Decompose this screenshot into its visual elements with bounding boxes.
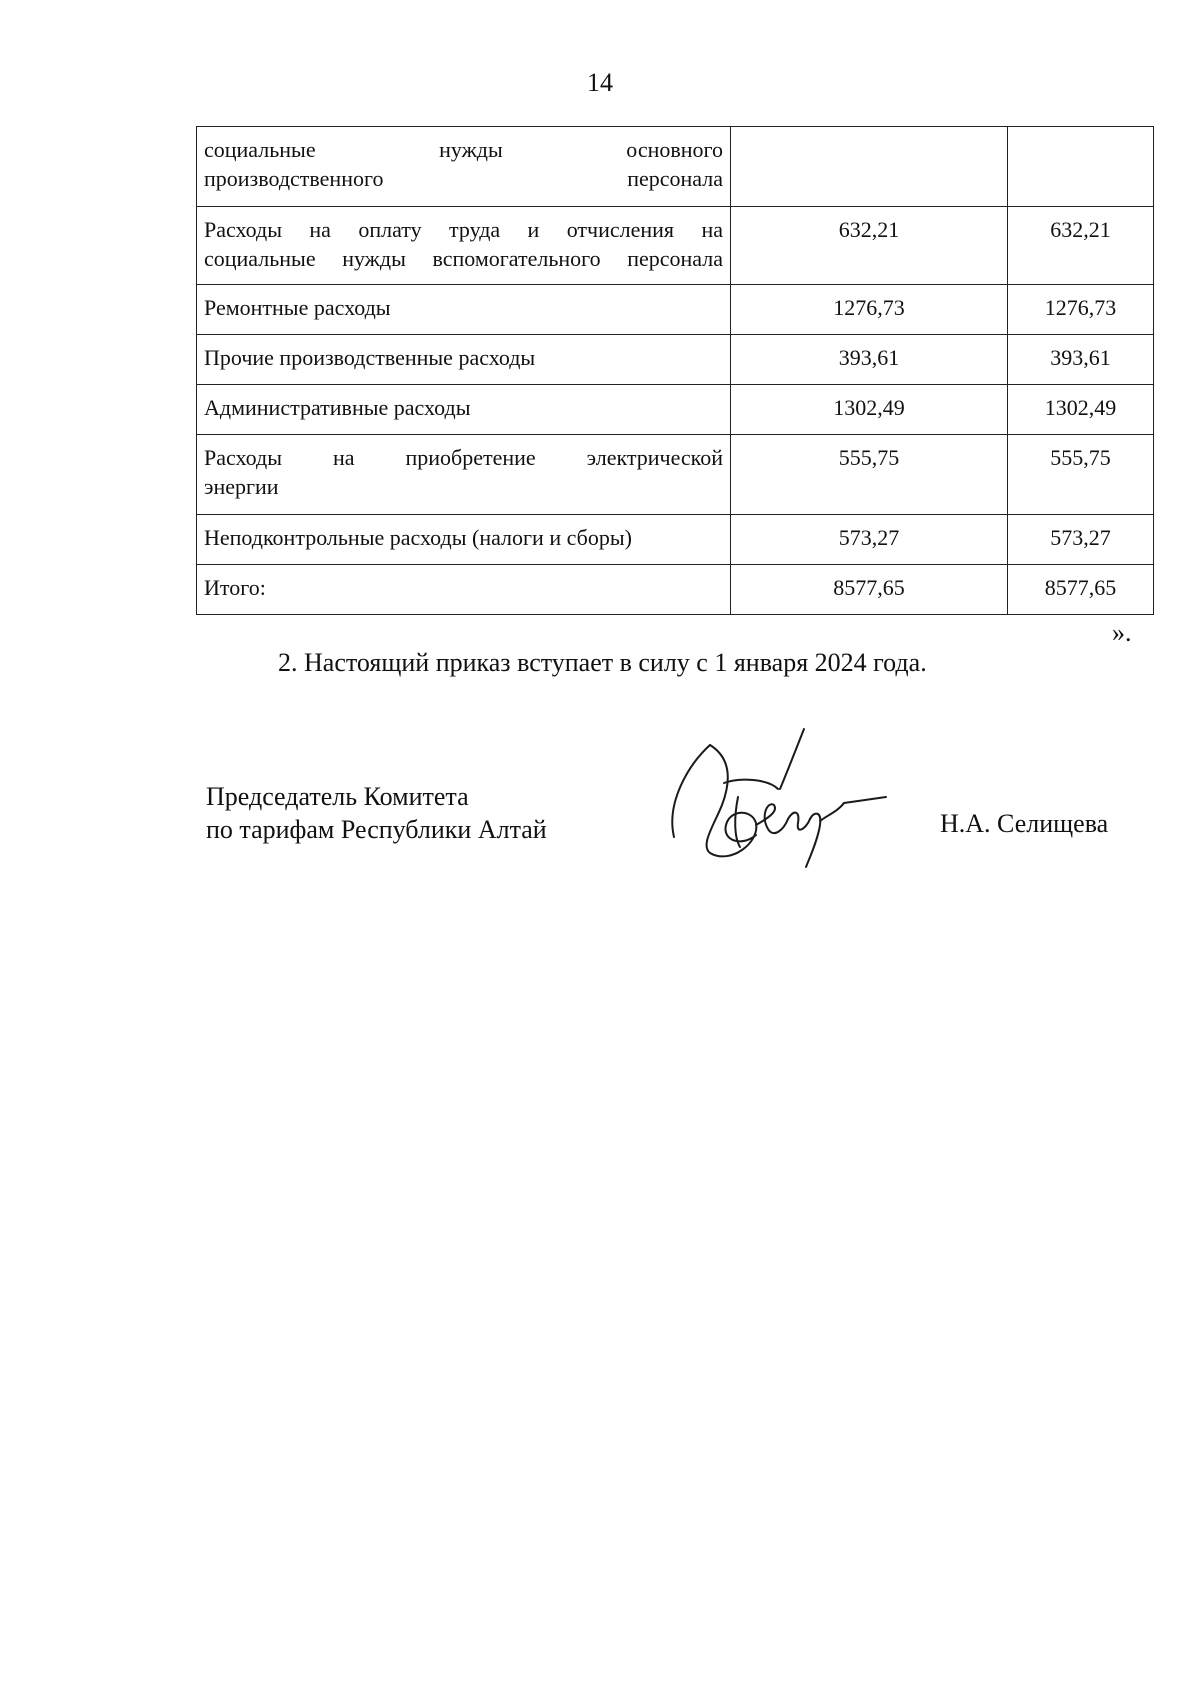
cost-item-name — [197, 435, 731, 515]
signatory-position — [206, 780, 547, 846]
value-column-2: 1302,49 — [1008, 385, 1154, 435]
value-column-2 — [1008, 127, 1154, 207]
cost-item-name-line: социальные нужды основного — [204, 137, 723, 162]
value-column-2: 393,61 — [1008, 335, 1154, 385]
cost-item-name-line: Административные расходы — [204, 395, 471, 420]
table-row — [197, 435, 1154, 515]
cost-item-name-line: Прочие производственные расходы — [204, 345, 536, 370]
cost-item-name-line: энергии — [204, 474, 279, 499]
cost-item-name — [197, 207, 731, 285]
cost-table — [196, 126, 1154, 615]
table-row — [197, 565, 1154, 615]
value-column-1: 393,61 — [731, 335, 1008, 385]
table-row — [197, 285, 1154, 335]
table-row — [197, 515, 1154, 565]
clause-2: 2. Настоящий приказ вступает в силу с 1 января 2024 года. — [278, 648, 927, 677]
table-row — [197, 335, 1154, 385]
position-line-2: по тарифам Республики Алтай — [206, 815, 547, 844]
value-column-2: 1276,73 — [1008, 285, 1154, 335]
value-column-2: 555,75 — [1008, 435, 1154, 515]
value-column-1: 8577,65 — [731, 565, 1008, 615]
cost-item-name — [197, 385, 731, 435]
cost-item-name-line: Итого: — [204, 575, 266, 600]
cost-item-name — [197, 285, 731, 335]
table-row — [197, 385, 1154, 435]
page-number: 14 — [587, 68, 613, 97]
value-column-1: 555,75 — [731, 435, 1008, 515]
cost-item-name — [197, 335, 731, 385]
cost-item-name-line: Расходы на приобретение электрической — [204, 445, 723, 470]
cost-item-name — [197, 565, 731, 615]
value-column-1 — [731, 127, 1008, 207]
cost-table-body — [197, 127, 1154, 615]
cost-item-name-line: Ремонтные расходы — [204, 295, 391, 320]
value-column-2: 573,27 — [1008, 515, 1154, 565]
value-column-1: 1302,49 — [731, 385, 1008, 435]
value-column-1: 1276,73 — [731, 285, 1008, 335]
signer-name: Н.А. Селищева — [940, 809, 1109, 838]
value-column-1: 573,27 — [731, 515, 1008, 565]
closing-quote: ». — [1112, 618, 1132, 647]
table-row — [197, 207, 1154, 285]
cost-item-name — [197, 127, 731, 207]
cost-item-name-line: Расходы на оплату труда и отчисления на — [204, 217, 723, 242]
handwritten-signature — [660, 725, 940, 875]
position-line-1: Председатель Комитета — [206, 782, 469, 811]
value-column-2: 632,21 — [1008, 207, 1154, 285]
cost-item-name-line: производственного персонала — [204, 166, 723, 191]
cost-item-name — [197, 515, 731, 565]
value-column-2: 8577,65 — [1008, 565, 1154, 615]
value-column-1: 632,21 — [731, 207, 1008, 285]
cost-item-name-line: Неподконтрольные расходы (налоги и сборы) — [204, 525, 632, 550]
table-row — [197, 127, 1154, 207]
cost-item-name-line: социальные нужды вспомогательного персонала — [204, 246, 723, 271]
